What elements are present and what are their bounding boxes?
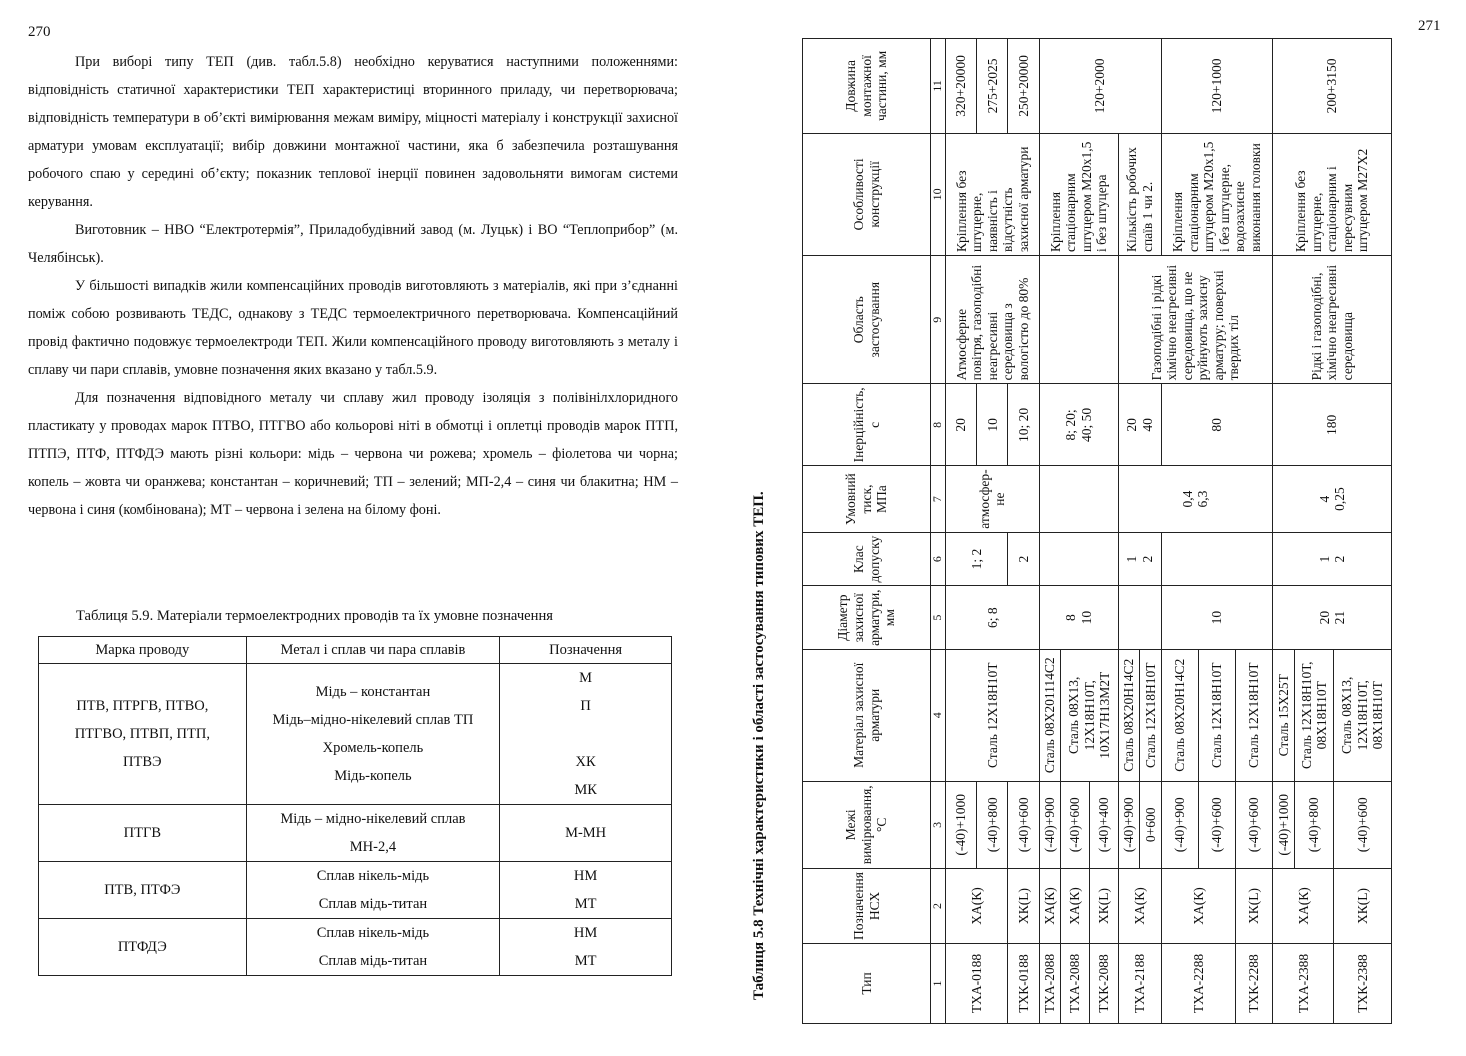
code-cell: М [579, 670, 593, 686]
nsh-cell: ХК(L) [1236, 869, 1273, 944]
code-cell: МК [574, 782, 597, 798]
paragraph: При виборі типу ТЕП (див. табл.5.8) необхідно керуватися наступними положеннями: відповідність статичної характеристики ТЕП характеристиці вторинного приладу, чи перетворювача; відповідність температури в об’єкті вимірювання межам виміру, міцності матеріалу і конструкції захисної арматури умовам експлуатації; вибір довжини монтажної частини, яка б забезпечила розташування робочого спаю у середині об’єкту; показник теплової інерції повинен задовольняти вимогам системи керування. [28, 54, 678, 210]
material-cell: Сталь 12Х18Н10Т, 08Х18Н10Т [1294, 649, 1334, 781]
pressure-cell [1039, 466, 1118, 532]
area-cell: Газоподібні і рідкі хімічно неагресивні середовища, що не руйнують захисну арматуру; поверхні твердих тіл [1118, 256, 1273, 384]
column-header: Довжина монтажної частини, мм [803, 39, 931, 134]
inertia-cell: 20 40 [1118, 384, 1161, 466]
limits-cell: (-40)+600 [1236, 781, 1273, 868]
area-cell: Рідкі і газоподібні, хімічно неагресивні середовища [1273, 256, 1392, 384]
table-row [1273, 39, 1295, 1024]
brand-cell: ПТВ, ПТРГВ, ПТВО, ПТГВО, ПТВП, ПТП, ПТВЭ [39, 664, 247, 805]
material-cell: Сталь 12Х18Н10Т [946, 649, 1040, 781]
column-header: Інерційність, с [803, 384, 931, 466]
class-cell [1039, 532, 1118, 586]
inertia-cell: 10; 20 [1008, 384, 1039, 466]
table-5-9 [38, 636, 672, 976]
class-cell: 1; 2 [946, 532, 1008, 586]
table-row [1039, 39, 1061, 1024]
limits-cell: (-40)+600 [1334, 781, 1392, 868]
limits-cell: (-40)+600 [1198, 781, 1235, 868]
code-cell: П [580, 698, 591, 714]
length-cell: 275+2025 [977, 39, 1008, 134]
nsh-cell: ХА(К) [1039, 869, 1061, 944]
table-5-8-rotated [802, 38, 1392, 1024]
column-number: 7 [931, 466, 946, 532]
column-header: Матеріал захисної арматури [803, 649, 931, 781]
type-cell: ТХА-0188 [946, 943, 1008, 1023]
inertia-cell: 180 [1273, 384, 1392, 466]
limits-cell: 0+600 [1140, 781, 1162, 868]
material-cell: Мідь – мідно-нікелевий сплав [280, 811, 466, 827]
class-cell: 1 2 [1273, 532, 1392, 586]
material-cell: Сталь 08Х13, 12Х18Н10Т, 08Х18Н10Т [1334, 649, 1392, 781]
class-cell [1161, 532, 1273, 586]
class-cell: 2 [1008, 532, 1039, 586]
column-number: 9 [931, 256, 946, 384]
limits-cell: (-40)+900 [1039, 781, 1061, 868]
column-number: 6 [931, 532, 946, 586]
type-cell: ТХК-0188 [1008, 943, 1039, 1023]
table-header: Марка проводу [39, 637, 247, 664]
code-cell: М-МН [500, 805, 672, 862]
length-cell: 120+1000 [1161, 39, 1273, 134]
diameter-cell: 6; 8 [946, 586, 1040, 649]
nsh-cell: ХК(L) [1008, 869, 1039, 944]
nsh-cell: ХА(К) [1161, 869, 1235, 944]
limits-cell: (-40)+1000 [1273, 781, 1295, 868]
material-cell: Сталь 12Х18Н10Т [1198, 649, 1235, 781]
area-cell: Атмосферне повітря, газоподібні неагресивні середовища з вологістю до 80% [946, 256, 1040, 384]
diameter-cell: 20 21 [1273, 586, 1392, 649]
limits-cell: (-40)+800 [977, 781, 1008, 868]
material-cell: Сталь 12Х18Н10Т [1140, 649, 1162, 781]
column-header: Позначення НСХ [803, 869, 931, 944]
material-cell: Сталь 08Х20Н14С2 [1161, 649, 1198, 781]
column-number: 8 [931, 384, 946, 466]
table-5-9-caption: Таблиця 5.9. Матеріали термоелектродних проводів та їх умовне позначення [76, 608, 553, 624]
type-cell: ТХА-2188 [1118, 943, 1161, 1023]
inertia-cell: 20 [946, 384, 977, 466]
body-text [28, 48, 678, 524]
limits-cell: (-40)+600 [1008, 781, 1039, 868]
limits-cell: (-40)+1000 [946, 781, 977, 868]
inertia-cell: 10 [977, 384, 1008, 466]
type-cell: ТХА-2288 [1161, 943, 1235, 1023]
feature-cell: Кріплення стаціонарним штуцером М20х1,5 і без штуцерне, водозахисне виконання головки [1161, 133, 1273, 255]
table-5-8 [802, 38, 1392, 1024]
feature-cell: Кріплення без штуцерне, стаціонарним і пересувним штуцером М27Х2 [1273, 133, 1392, 255]
column-header: Діаметр захисної арматури, мм [803, 586, 931, 649]
column-number: 3 [931, 781, 946, 868]
feature-cell: Кріплення стаціонарним штуцером М20х1,5 і без штуцера [1039, 133, 1118, 255]
limits-cell: (-40)+600 [1061, 781, 1090, 868]
column-header: Область застосування [803, 256, 931, 384]
page-number-right: 271 [1418, 18, 1441, 34]
limits-cell: (-40)+400 [1089, 781, 1118, 868]
material-cell: Сталь 08Х20Н14С2 [1118, 649, 1140, 781]
column-number: 11 [931, 39, 946, 134]
table-row [946, 39, 977, 1024]
feature-cell: Кількість робочих спаїв 1 чи 2. [1118, 133, 1161, 255]
table-row [39, 664, 672, 805]
nsh-cell: ХА(К) [1061, 869, 1090, 944]
diameter-cell: 10 [1161, 586, 1273, 649]
material-cell: Мідь-копель [334, 768, 412, 784]
table-row [39, 805, 672, 862]
paragraph: У більшості випадків жили компенсаційних проводів виготовляють з матеріалів, які при з’єднанні поміж собою розвивають ТЕДС, однакову з ТЕДС термоелектричного перетворювача. Компенсаційний провід фактично подовжує термоелектроди ТЕП. Жили компенсаційного проводу виготовляють з металу і сплаву чи пари сплавів, умовне позначення яких вказано у табл.5.9. [28, 278, 678, 378]
material-cell: Сталь 15Х25Т [1273, 649, 1295, 781]
limits-cell: (-40)+900 [1161, 781, 1198, 868]
pressure-cell: 4 0,25 [1273, 466, 1392, 532]
material-cell: Мідь – константан [315, 684, 431, 700]
table-row [39, 919, 672, 976]
code-cell: НМ [573, 925, 598, 941]
inertia-cell: 80 [1161, 384, 1273, 466]
table-header: Позначення [500, 637, 672, 664]
diameter-cell: 8 10 [1039, 586, 1118, 649]
table-row [1118, 39, 1140, 1024]
length-cell: 120+2000 [1039, 39, 1161, 134]
code-cell: МТ [574, 896, 597, 912]
nsh-cell: ХА(К) [946, 869, 1008, 944]
brand-cell: ПТФДЭ [39, 919, 247, 976]
column-number: 2 [931, 869, 946, 944]
nsh-cell: ХА(К) [1273, 869, 1334, 944]
brand-cell: ПТВ, ПТФЭ [39, 862, 247, 919]
type-cell: ТХА-2088 [1061, 943, 1090, 1023]
material-cell: Сталь 08Х201114С2 [1039, 649, 1061, 781]
code-cell: ХК [575, 754, 596, 770]
material-cell: Сталь 12Х18Н10Т [1236, 649, 1273, 781]
left-page [0, 0, 730, 1056]
material-cell: Сплав мідь-титан [318, 896, 428, 912]
column-number: 5 [931, 586, 946, 649]
nsh-cell: ХК(L) [1334, 869, 1392, 944]
column-number: 4 [931, 649, 946, 781]
paragraph: Виготовник – НВО “Електротермія”, Приладобудівний завод (м. Луцьк) і ВО “Теплоприбор” (м. Челябінськ). [28, 222, 678, 266]
right-page [750, 0, 1466, 1056]
code-cell: НМ [573, 868, 598, 884]
page-number-left: 270 [28, 24, 51, 40]
paragraph: Для позначення відповідного металу чи сплаву жил проводу ізоляція з полівінілхлоридного пластикату у проводах марок ПТВО, ПТГВО або кольорові ніті в обмотці і оплетці проводів марок ПТП, ПТПЭ, ПТФ, ПТФДЭ мають різні кольори: мідь – червона чи рожева; хромель – фіолетова чи чорна; копель – жовта чи оранжева; константан – коричневий; ТП – зелений; МП-2,4 – синя чи блакитна; НМ – червона і синя (комбінована); МТ – червона і зелена на білому фоні. [28, 390, 678, 518]
table-5-8-caption: Таблиця 5.8 Технічні характеристики і області застосування типових ТЕП. [751, 491, 767, 1000]
material-cell: Сталь 08Х13, 12Х18Н10Т, 10Х17Н13М2Т [1061, 649, 1119, 781]
brand-cell: ПТГВ [39, 805, 247, 862]
class-cell: 1 2 [1118, 532, 1161, 586]
inertia-cell: 8; 20; 40; 50 [1039, 384, 1118, 466]
pressure-cell: 0,4 6,3 [1118, 466, 1273, 532]
code-cell: МТ [574, 953, 597, 969]
type-cell: ТХК-2088 [1089, 943, 1118, 1023]
column-header: Особливості конструкції [803, 133, 931, 255]
type-cell: ТХК-2288 [1236, 943, 1273, 1023]
type-cell: ТХА-2388 [1273, 943, 1334, 1023]
limits-cell: (-40)+900 [1118, 781, 1140, 868]
nsh-cell: ХК(L) [1089, 869, 1118, 944]
material-cell: Мідь–мідно-нікелевий сплав ТП [272, 712, 474, 728]
material-cell: Сплав мідь-титан [318, 953, 428, 969]
material-cell: Хромель-копель [322, 740, 424, 756]
column-header: Межі вимірювання, °С [803, 781, 931, 868]
column-header: Тип [803, 943, 931, 1023]
column-header: Клас допуску [803, 532, 931, 586]
table-header: Метал і сплав чи пара сплавів [246, 637, 500, 664]
table-row [39, 862, 672, 919]
material-cell: Сплав нікель-мідь [316, 868, 430, 884]
nsh-cell: ХА(К) [1118, 869, 1161, 944]
type-cell: ТХК-2388 [1334, 943, 1392, 1023]
limits-cell: (-40)+800 [1294, 781, 1334, 868]
material-cell: Сплав нікель-мідь [316, 925, 430, 941]
area-cell [1039, 256, 1118, 384]
column-number: 10 [931, 133, 946, 255]
diameter-cell [1118, 586, 1161, 649]
column-header: Умовний тиск, МПа [803, 466, 931, 532]
column-number: 1 [931, 943, 946, 1023]
length-cell: 200+3150 [1273, 39, 1392, 134]
length-cell: 320+20000 [946, 39, 977, 134]
material-cell: МН-2,4 [349, 839, 397, 855]
pressure-cell: атмосфер-не [946, 466, 1040, 532]
feature-cell: Кріплення без штуцерне, наявність і відсутність захисної арматури [946, 133, 1040, 255]
type-cell: ТХА-2088 [1039, 943, 1061, 1023]
length-cell: 250+20000 [1008, 39, 1039, 134]
